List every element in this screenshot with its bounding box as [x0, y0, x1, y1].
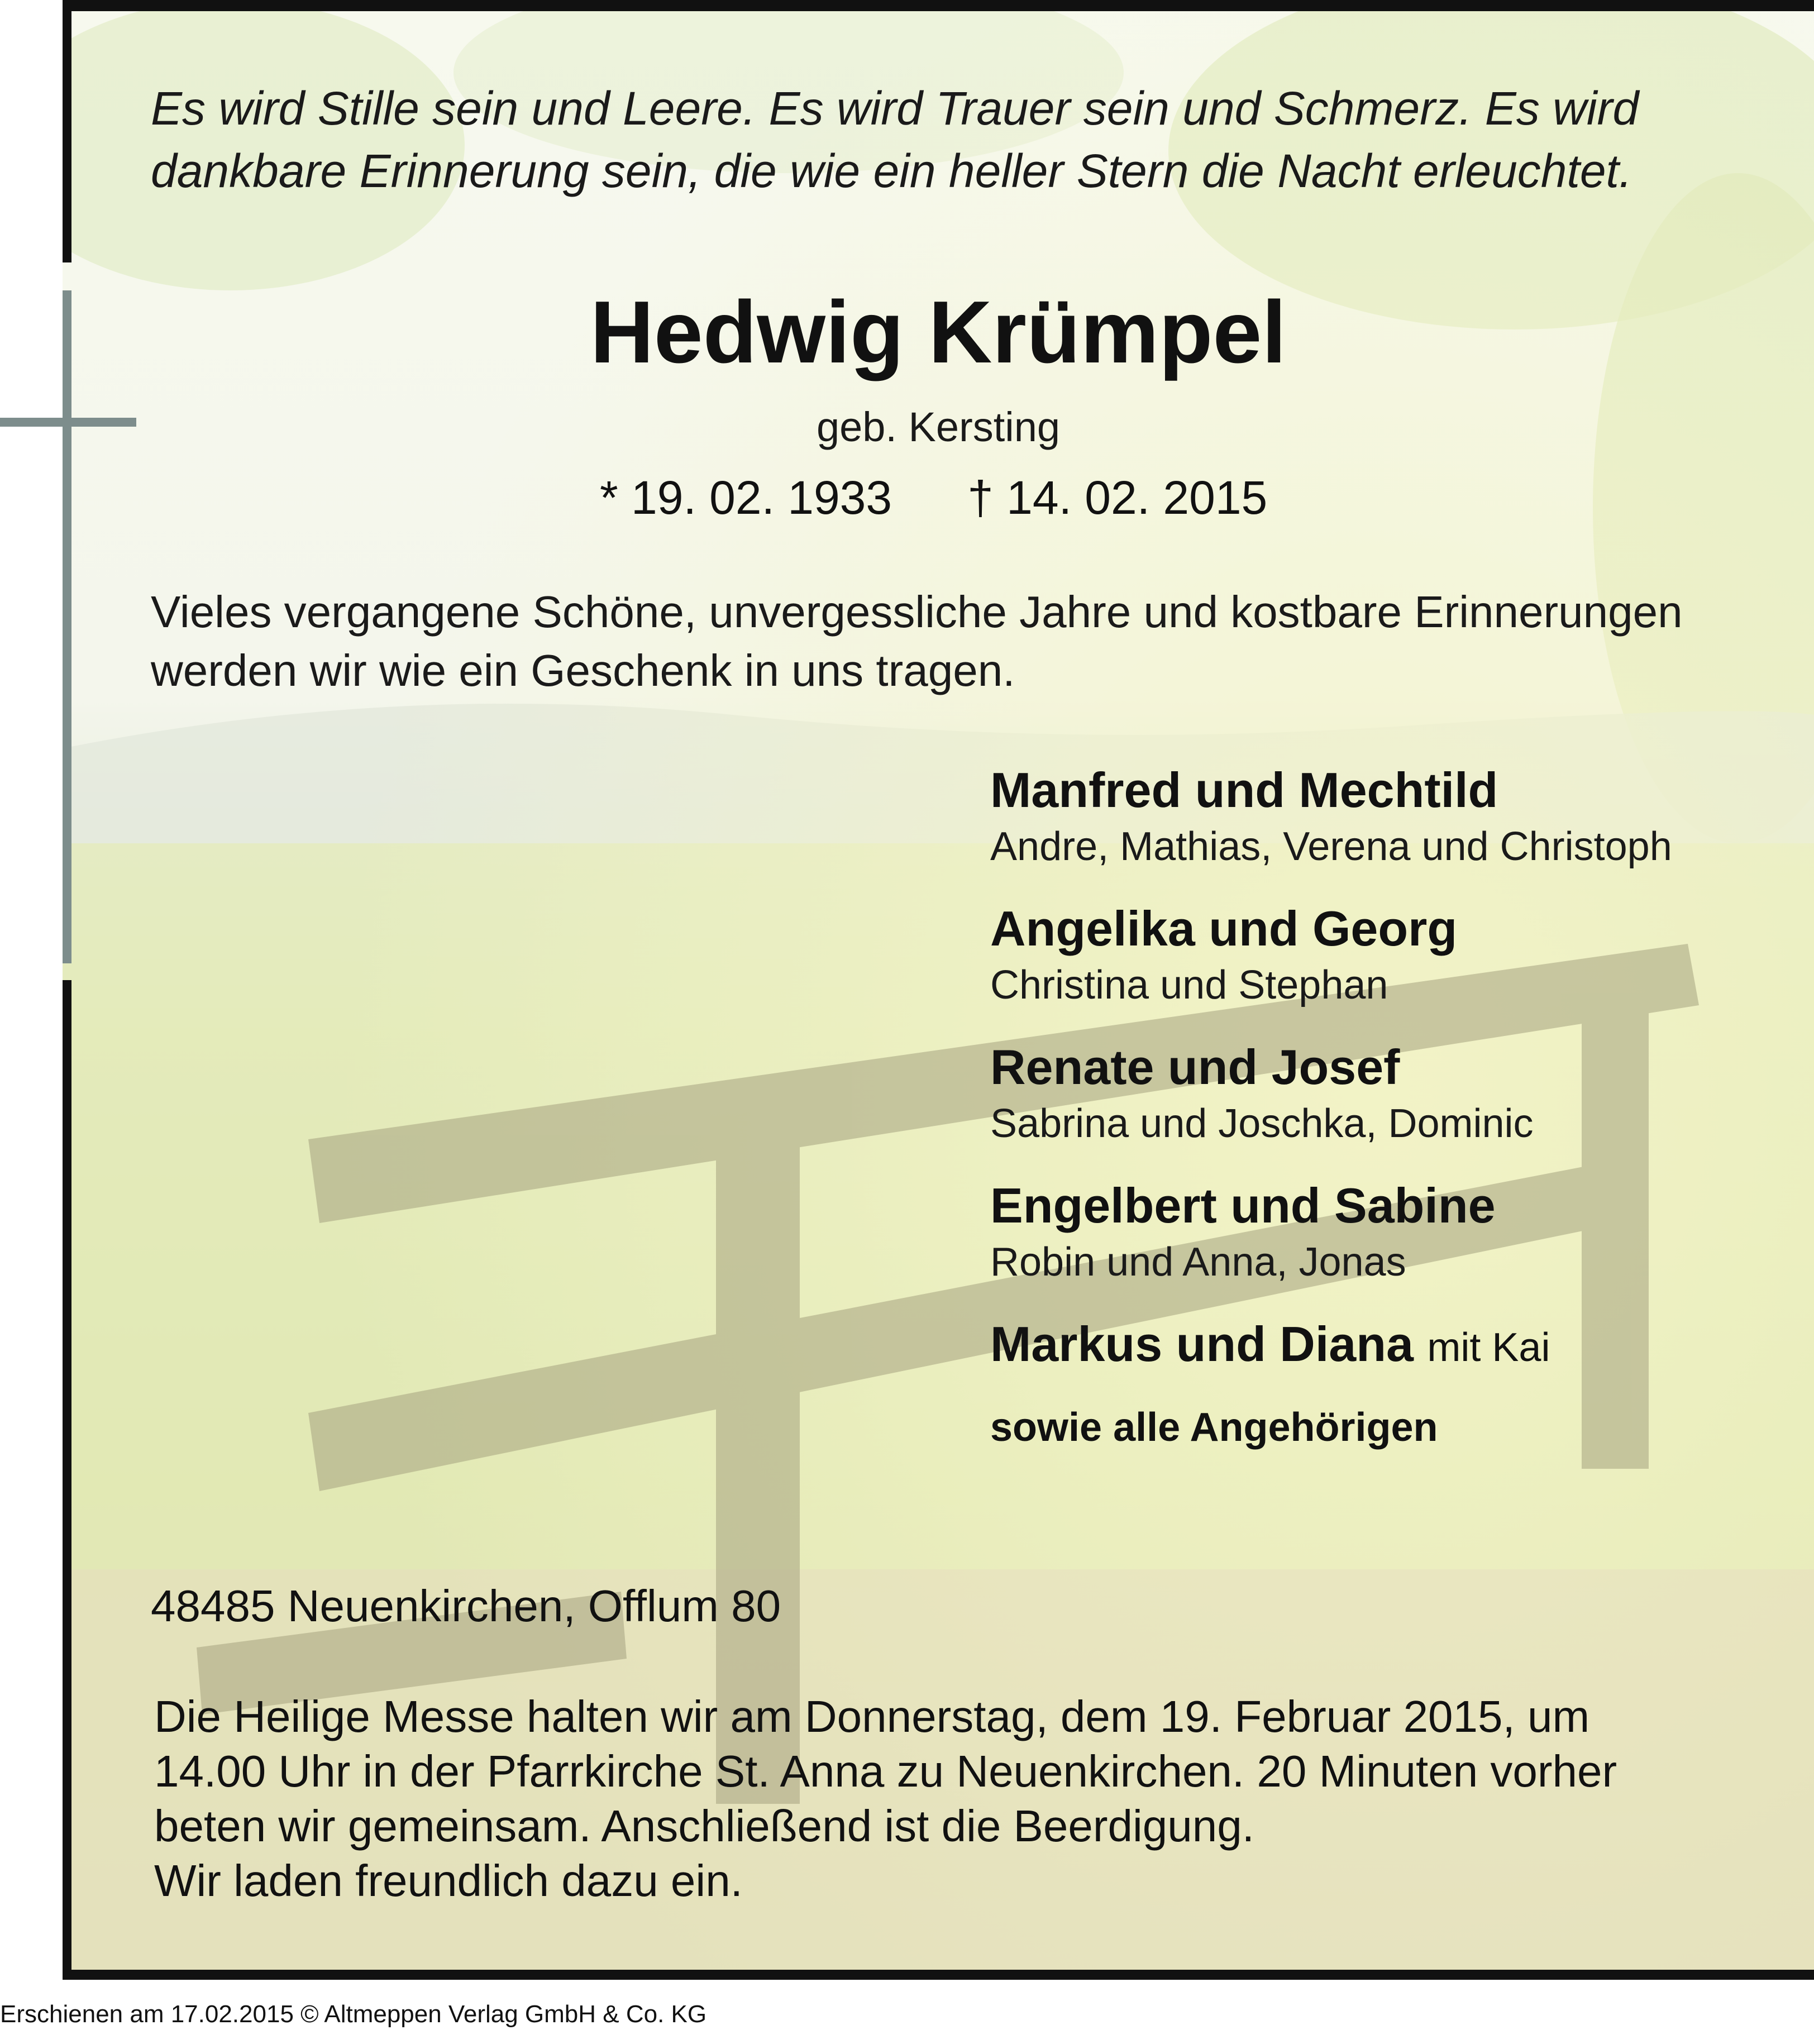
motto-verse	[151, 77, 1639, 202]
family-children: Robin und Anna, Jonas	[990, 1240, 1406, 1284]
address: 48485 Neuenkirchen, Offlum 80	[151, 1581, 781, 1631]
mass-line: 14.00 Uhr in der Pfarrkirche St. Anna zu Neuenkirchen. 20 Minuten vorher	[154, 1746, 1617, 1796]
family-entry	[990, 1178, 1672, 1287]
family-suffix: mit Kai	[1427, 1325, 1550, 1370]
family-entry	[990, 762, 1672, 872]
motto-line: dankbare Erinnerung sein, die wie ein heller Stern die Nacht erleuchtet.	[151, 145, 1632, 197]
cross-icon-vertical-bar	[63, 290, 71, 963]
life-dates	[600, 471, 1267, 525]
birth-date: * 19. 02. 1933	[600, 471, 892, 524]
family-names: Renate und Josef	[990, 1039, 1400, 1095]
family-list	[990, 762, 1672, 1450]
family-children: Christina und Stephan	[990, 963, 1388, 1007]
family-children: Sabrina und Joschka, Dominic	[990, 1101, 1534, 1146]
memory-line: werden wir wie ein Geschenk in uns tragen.	[151, 646, 1015, 695]
family-children: Andre, Mathias, Verena und Christoph	[990, 824, 1672, 869]
family-entry	[990, 1039, 1672, 1149]
family-names: Engelbert und Sabine	[990, 1178, 1496, 1233]
mass-line: Die Heilige Messe halten wir am Donnerstag, dem 19. Februar 2015, um	[154, 1692, 1590, 1741]
family-entry	[990, 1316, 1672, 1376]
mass-line: beten wir gemeinsam. Anschließend ist die Beerdigung.	[154, 1801, 1254, 1851]
memory-text	[151, 582, 1683, 700]
family-names-text: Markus und Diana	[990, 1316, 1414, 1372]
memory-line: Vieles vergangene Schöne, unvergessliche Jahre und kostbare Erinnerungen	[151, 587, 1683, 637]
other-relatives: sowie alle Angehörigen	[990, 1405, 1438, 1450]
frame-bottom-border	[63, 1970, 1814, 1980]
family-names: Manfred und Mechtild	[990, 762, 1498, 818]
birth-name: geb. Kersting	[816, 404, 1061, 450]
family-entry	[990, 901, 1672, 1010]
death-date: † 14. 02. 2015	[967, 471, 1268, 524]
motto-line: Es wird Stille sein und Leere. Es wird Trauer sein und Schmerz. Es wird	[151, 82, 1639, 135]
frame-top-border	[63, 0, 1814, 11]
deceased-name: Hedwig Krümpel	[590, 283, 1287, 381]
family-names: Angelika und Georg	[990, 901, 1458, 956]
frame-left-border-lower	[63, 980, 71, 1980]
mass-line: Wir laden freundlich dazu ein.	[154, 1856, 743, 1905]
frame-left-border-upper	[63, 0, 71, 262]
family-names	[990, 1316, 1672, 1376]
publication-footer: Erschienen am 17.02.2015 © Altmeppen Verlag GmbH & Co. KG	[0, 2000, 707, 2028]
funeral-mass-info	[154, 1689, 1617, 1908]
